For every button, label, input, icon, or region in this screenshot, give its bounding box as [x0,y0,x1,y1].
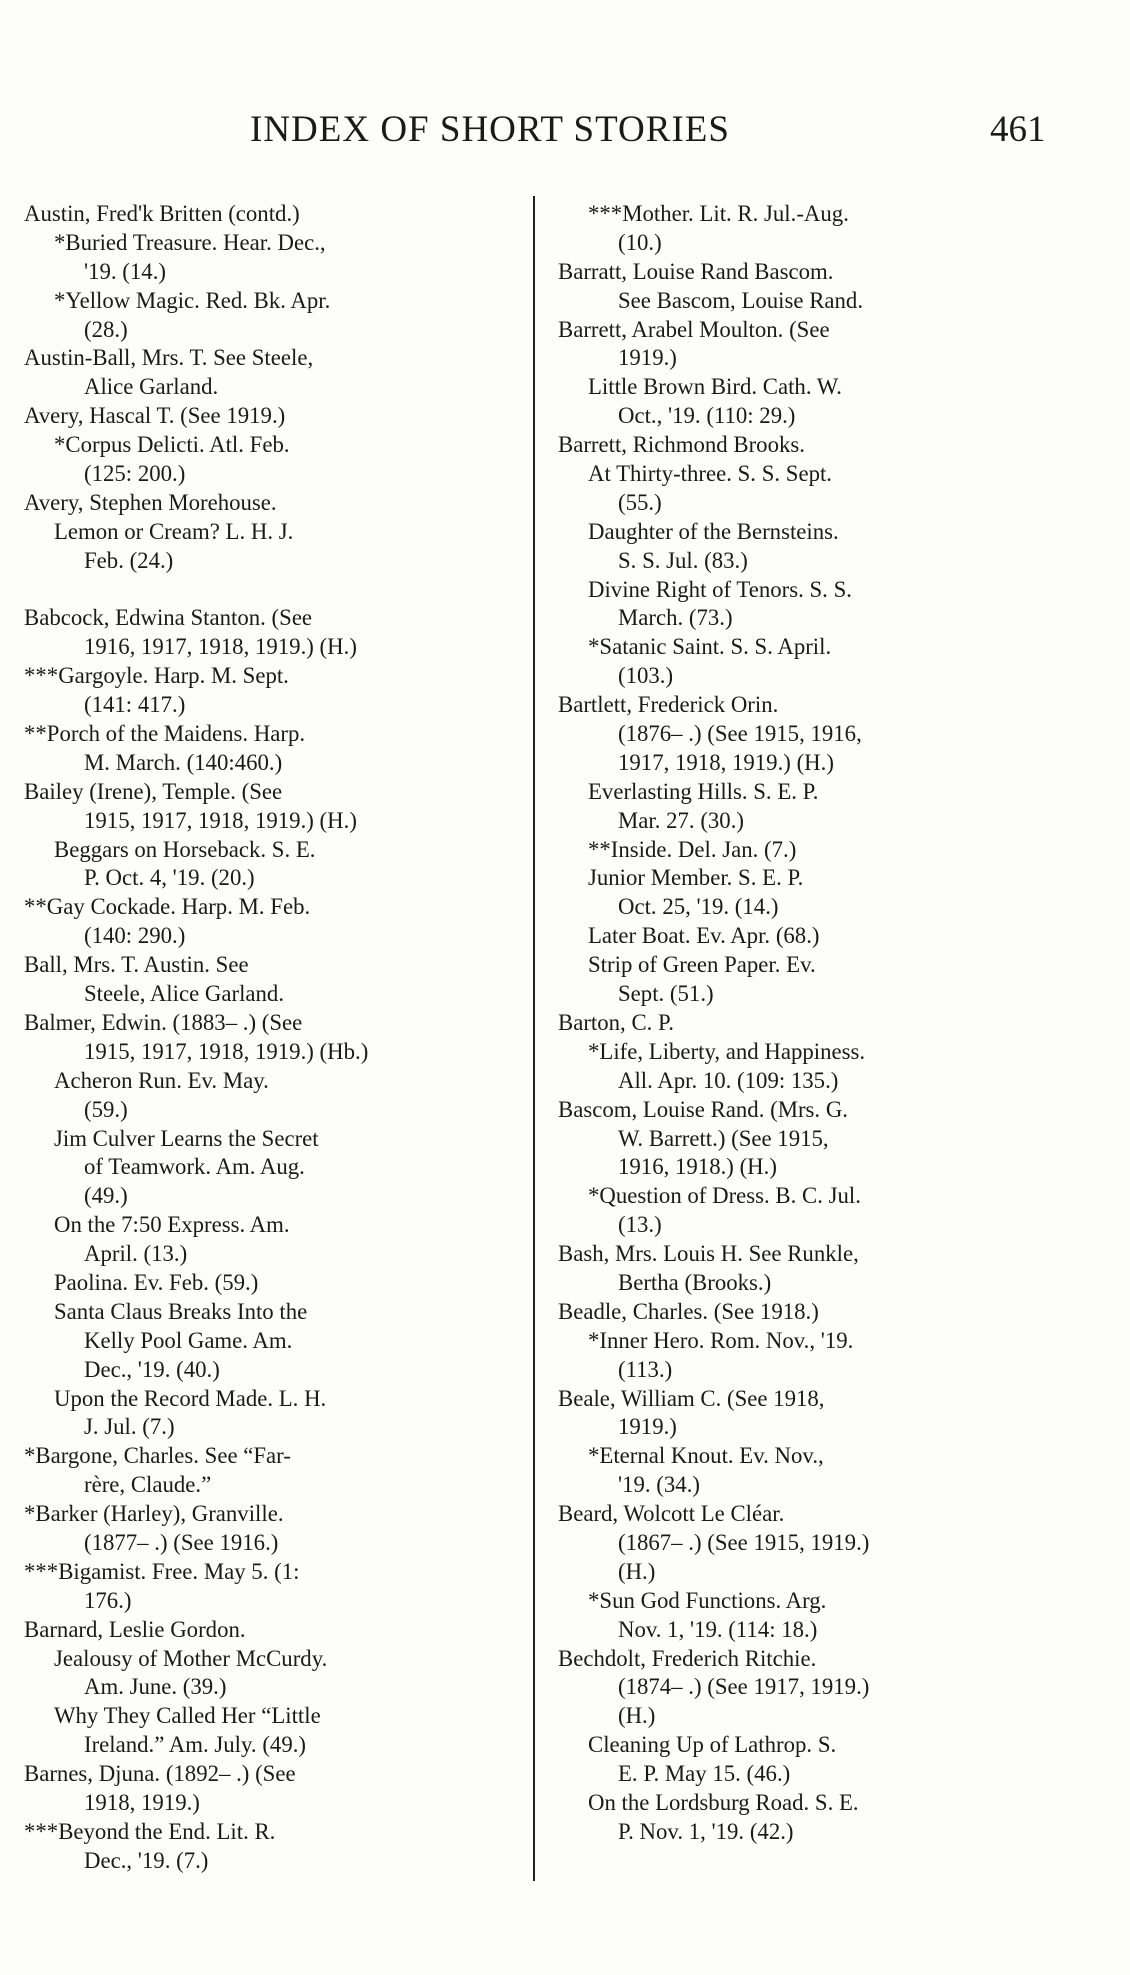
page-number: 461 [990,109,1046,150]
index-line: (1874– .) (See 1917, 1919.) [618,1674,870,1700]
index-line: '19. (34.) [618,1472,700,1498]
index-line: Santa Claus Breaks Into the [54,1298,308,1324]
index-line: On the Lordsburg Road. S. E. [588,1789,859,1815]
index-line: (1867– .) (See 1915, 1919.) [618,1529,870,1555]
index-line: (140: 290.) [84,923,186,949]
index-line: 1918, 1919.) [84,1789,200,1815]
index-line: Austin, Fred'k Britten (contd.) [24,201,300,226]
index-line: Beale, William C. (See 1918, [558,1385,825,1411]
index-line: *Buried Treasure. Hear. Dec., [54,229,326,255]
index-line: ***Beyond the End. Lit. R. [24,1818,276,1844]
index-line: Cleaning Up of Lathrop. S. [588,1732,837,1758]
index-line: '19. (14.) [84,258,166,284]
index-line: Later Boat. Ev. Apr. (68.) [588,923,820,949]
index-line: Bascom, Louise Rand. (Mrs. G. [558,1096,848,1122]
index-line: Bailey (Irene), Temple. (See [24,778,283,804]
index-line: Barrett, Arabel Moulton. (See [558,316,830,342]
index-line: Alice Garland. [84,374,219,400]
index-line: Avery, Hascal T. (See 1919.) [24,403,286,429]
index-line: J. Jul. (7.) [84,1414,175,1440]
index-line: 1915, 1917, 1918, 1919.) (H.) [84,807,357,833]
index-line: (49.) [84,1183,128,1209]
index-line: Junior Member. S. E. P. [588,865,804,891]
index-line: *Sun God Functions. Arg. [588,1587,827,1613]
index-line: Steele, Alice Garland. [84,981,285,1007]
index-line [24,576,514,605]
index-line: (103.) [618,663,674,689]
index-line: Divine Right of Tenors. S. S. [588,576,852,602]
index-line: Beggars on Horseback. S. E. [54,836,316,862]
index-line: S. S. Jul. (83.) [618,547,748,573]
index-line: 1916, 1917, 1918, 1919.) (H.) [84,634,357,660]
index-line: Everlasting Hills. S. E. P. [588,778,819,804]
index-line: Little Brown Bird. Cath. W. [588,374,842,400]
index-line: P. Oct. 4, '19. (20.) [84,865,255,891]
index-line: Bechdolt, Frederich Ritchie. [558,1645,817,1671]
index-line: **Gay Cockade. Harp. M. Feb. [24,894,311,920]
index-line: Barton, C. P. [558,1009,674,1035]
index-line: *Yellow Magic. Red. Bk. Apr. [54,287,331,313]
index-line: **Porch of the Maidens. Harp. [24,721,306,747]
index-line: ***Mother. Lit. R. Jul.-Aug. [588,201,849,226]
index-line: Upon the Record Made. L. H. [54,1385,327,1411]
left-column [24,200,514,1876]
index-line: Barratt, Louise Rand Bascom. [558,258,834,284]
page-title: INDEX OF SHORT STORIES [250,109,730,150]
index-line: Babcock, Edwina Stanton. (See [24,605,313,631]
page-header [0,108,1130,158]
index-line: On the 7:50 Express. Am. [54,1212,290,1238]
index-line: Acheron Run. Ev. May. [54,1067,269,1093]
index-line: Barnes, Djuna. (1892– .) (See [24,1761,296,1787]
index-line: *Satanic Saint. S. S. April. [588,634,832,660]
index-line: 1916, 1918.) (H.) [618,1154,777,1180]
index-line: M. March. (140:460.) [84,749,283,775]
index-line: 176.) [84,1587,132,1613]
index-line: *Question of Dress. B. C. Jul. [588,1183,861,1209]
index-line: *Barker (Harley), Granville. [24,1501,284,1527]
index-line: Jim Culver Learns the Secret [54,1125,319,1151]
index-line: At Thirty-three. S. S. Sept. [588,461,832,487]
index-line: Bash, Mrs. Louis H. See Runkle, [558,1241,859,1267]
column-divider [533,196,535,1881]
index-line: ***Gargoyle. Harp. M. Sept. [24,663,289,689]
index-line: Balmer, Edwin. (1883– .) (See [24,1009,303,1035]
index-line: April. (13.) [84,1241,188,1267]
index-line: (H.) [618,1703,656,1729]
index-line: Ball, Mrs. T. Austin. See [24,952,249,978]
right-column [558,200,1060,1847]
index-line: Bartlett, Frederick Orin. [558,692,779,718]
index-line: *Inner Hero. Rom. Nov., '19. [588,1327,854,1353]
index-line: Barnard, Leslie Gordon. [24,1616,246,1642]
index-line: (55.) [618,489,662,515]
index-line: All. Apr. 10. (109: 135.) [618,1067,839,1093]
index-line: Dec., '19. (7.) [84,1847,209,1873]
index-line: 1919.) [618,1414,677,1440]
index-line: (1877– .) (See 1916.) [84,1529,279,1555]
index-line: Lemon or Cream? L. H. J. [54,518,294,544]
index-line: 1915, 1917, 1918, 1919.) (Hb.) [84,1038,369,1064]
index-line: 1919.) [618,345,677,371]
index-line: Paolina. Ev. Feb. (59.) [54,1269,259,1295]
index-line: Bertha (Brooks.) [618,1269,772,1295]
index-line: of Teamwork. Am. Aug. [84,1154,305,1180]
index-line: *Corpus Delicti. Atl. Feb. [54,432,290,458]
index-line: *Life, Liberty, and Happiness. [588,1038,866,1064]
index-line: Daughter of the Bernsteins. [588,518,839,544]
index-line: Why They Called Her “Little [54,1703,321,1729]
index-line: (H.) [618,1558,656,1584]
index-line: rère, Claude.” [84,1472,212,1498]
index-line: Avery, Stephen Morehouse. [24,489,277,515]
index-line: *Bargone, Charles. See “Far- [24,1443,291,1469]
index-line: E. P. May 15. (46.) [618,1761,791,1787]
index-line: See Bascom, Louise Rand. [618,287,864,313]
index-line: (125: 200.) [84,461,186,487]
index-line: Austin-Ball, Mrs. T. See Steele, [24,345,314,371]
index-line: Beadle, Charles. (See 1918.) [558,1298,819,1324]
index-line: Sept. (51.) [618,981,714,1007]
index-line: **Inside. Del. Jan. (7.) [588,836,797,862]
index-line: (13.) [618,1212,662,1238]
index-line: *Eternal Knout. Ev. Nov., [588,1443,824,1469]
index-line: Barrett, Richmond Brooks. [558,432,805,458]
index-line: (113.) [618,1356,673,1382]
index-line: March. (73.) [618,605,733,631]
index-line: Kelly Pool Game. Am. [84,1327,293,1353]
index-line: P. Nov. 1, '19. (42.) [618,1818,794,1844]
index-line: Nov. 1, '19. (114: 18.) [618,1616,818,1642]
index-line: Oct. 25, '19. (14.) [618,894,779,920]
index-line: 1917, 1918, 1919.) (H.) [618,749,834,775]
index-line: Am. June. (39.) [84,1674,227,1700]
index-line: W. Barrett.) (See 1915, [618,1125,829,1151]
index-line: Oct., '19. (110: 29.) [618,403,796,429]
index-line: Beard, Wolcott Le Cléar. [558,1501,785,1527]
index-line: Feb. (24.) [84,547,174,573]
index-line: (10.) [618,229,662,255]
index-line: Jealousy of Mother McCurdy. [54,1645,328,1671]
index-line: (141: 417.) [84,692,186,718]
index-line: Ireland.” Am. July. (49.) [84,1732,307,1758]
index-line: ***Bigamist. Free. May 5. (1: [24,1558,300,1584]
index-line: Strip of Green Paper. Ev. [588,952,816,978]
index-line: (28.) [84,316,128,342]
index-line: (1876– .) (See 1915, 1916, [618,721,862,747]
index-line: (59.) [84,1096,128,1122]
index-line: Mar. 27. (30.) [618,807,744,833]
index-line: Dec., '19. (40.) [84,1356,220,1382]
